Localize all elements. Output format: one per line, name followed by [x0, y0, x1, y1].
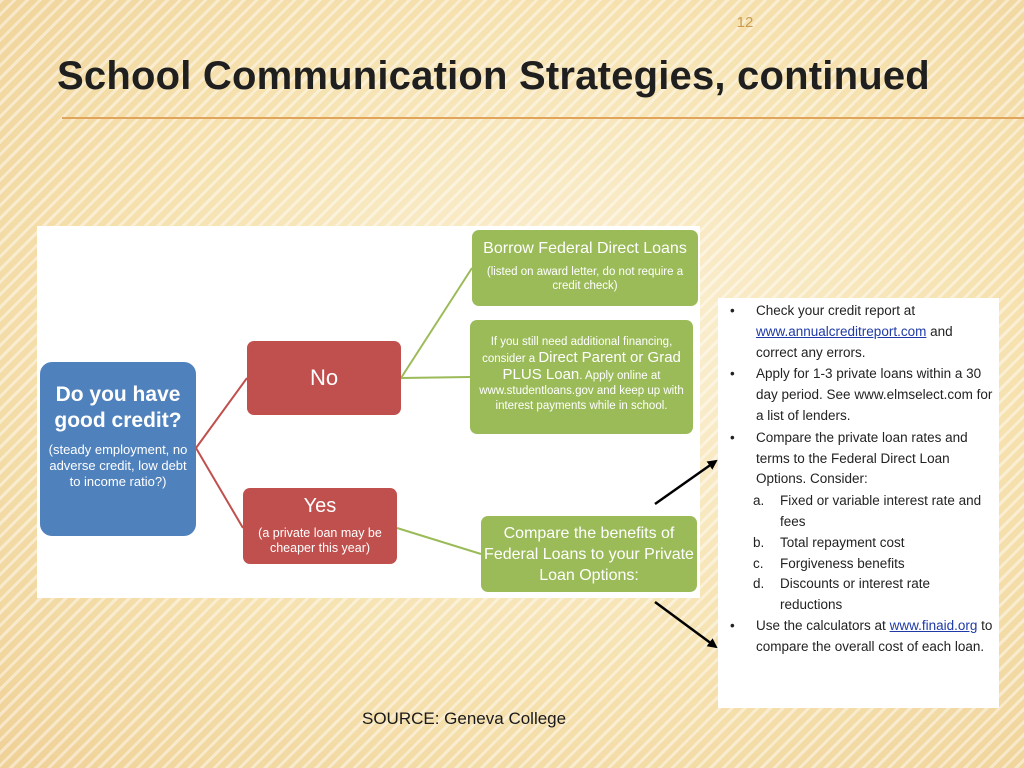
- checklist-item-text: Compare the private loan rates and terms to the Federal Direct Loan Options. Consider:: [756, 429, 968, 487]
- sublist-letter: d.: [753, 576, 765, 592]
- sublist-letter: b.: [753, 534, 765, 550]
- credit-question-title: Do you have good credit?: [54, 383, 182, 432]
- checklist-item-text: and correct any errors.: [756, 323, 953, 360]
- bullet-icon: •: [730, 366, 735, 382]
- consider-sublist: [726, 491, 993, 616]
- sublist-item: [726, 533, 993, 554]
- slide-title: School Communication Strategies, continued: [57, 54, 930, 98]
- arrow-to-compare-rates: [655, 461, 716, 504]
- sublist-text: Fixed or variable interest rate and fees: [780, 493, 982, 529]
- sublist-letter: c.: [753, 555, 764, 571]
- additional-financing-text-2: . Apply online at www.studentloans.gov and keep up with interest payments while in school.: [479, 370, 684, 412]
- checklist-item-text: to compare the overall cost of each loan.: [756, 617, 993, 654]
- loan-checklist-panel: [718, 298, 999, 708]
- credit-question-detail: (steady employment, no adverse credit, low debt to income ratio?): [48, 442, 188, 489]
- yes-branch-label: Yes: [303, 495, 337, 517]
- checklist-item: [726, 301, 993, 363]
- bullet-icon: •: [730, 303, 735, 318]
- sublist-text: Total repayment cost: [780, 534, 905, 550]
- borrow-federal-loans-detail: (listed on award letter, do not require a credit check): [486, 266, 684, 292]
- annualcreditreport-link[interactable]: www.annualcreditreport.com: [756, 323, 927, 339]
- checklist-item-text: Apply for 1-3 private loans within a 30 day period. See www.elmselect.com for a list of lenders.: [756, 366, 993, 423]
- source-caption: SOURCE: Geneva College: [362, 709, 567, 728]
- additional-financing-highlight: Direct Parent or Grad PLUS Loan: [502, 349, 681, 383]
- compare-benefits-box: Compare the benefits of Federal Loans to your Private Loan Options:: [481, 516, 697, 592]
- sublist-text: Discounts or interest rate reductions: [780, 576, 931, 613]
- yes-branch-detail: (a private loan may be cheaper this year): [258, 526, 382, 555]
- checklist-item-text: Use the calculators at: [756, 617, 890, 633]
- sublist-letter: a.: [753, 493, 765, 509]
- sublist-text: Forgiveness benefits: [780, 555, 905, 571]
- sublist-item: [726, 554, 993, 575]
- checklist-item-text: Check your credit report at: [756, 303, 916, 318]
- bullet-icon: •: [730, 617, 735, 633]
- additional-financing-text-1: If you still need additional financing, consider a: [482, 336, 673, 365]
- sublist-item: [726, 491, 993, 533]
- bullet-icon: •: [730, 429, 735, 445]
- checklist-item: [726, 616, 993, 658]
- sublist-item: [726, 574, 993, 616]
- no-branch-box: No: [247, 341, 401, 415]
- finaid-link[interactable]: www.finaid.org: [889, 617, 978, 633]
- checklist-item: [726, 428, 993, 490]
- slide-number: 12: [736, 14, 754, 31]
- borrow-federal-loans-title: Borrow Federal Direct Loans: [483, 240, 687, 257]
- checklist-item: [726, 364, 993, 426]
- arrow-to-calculators: [655, 602, 716, 647]
